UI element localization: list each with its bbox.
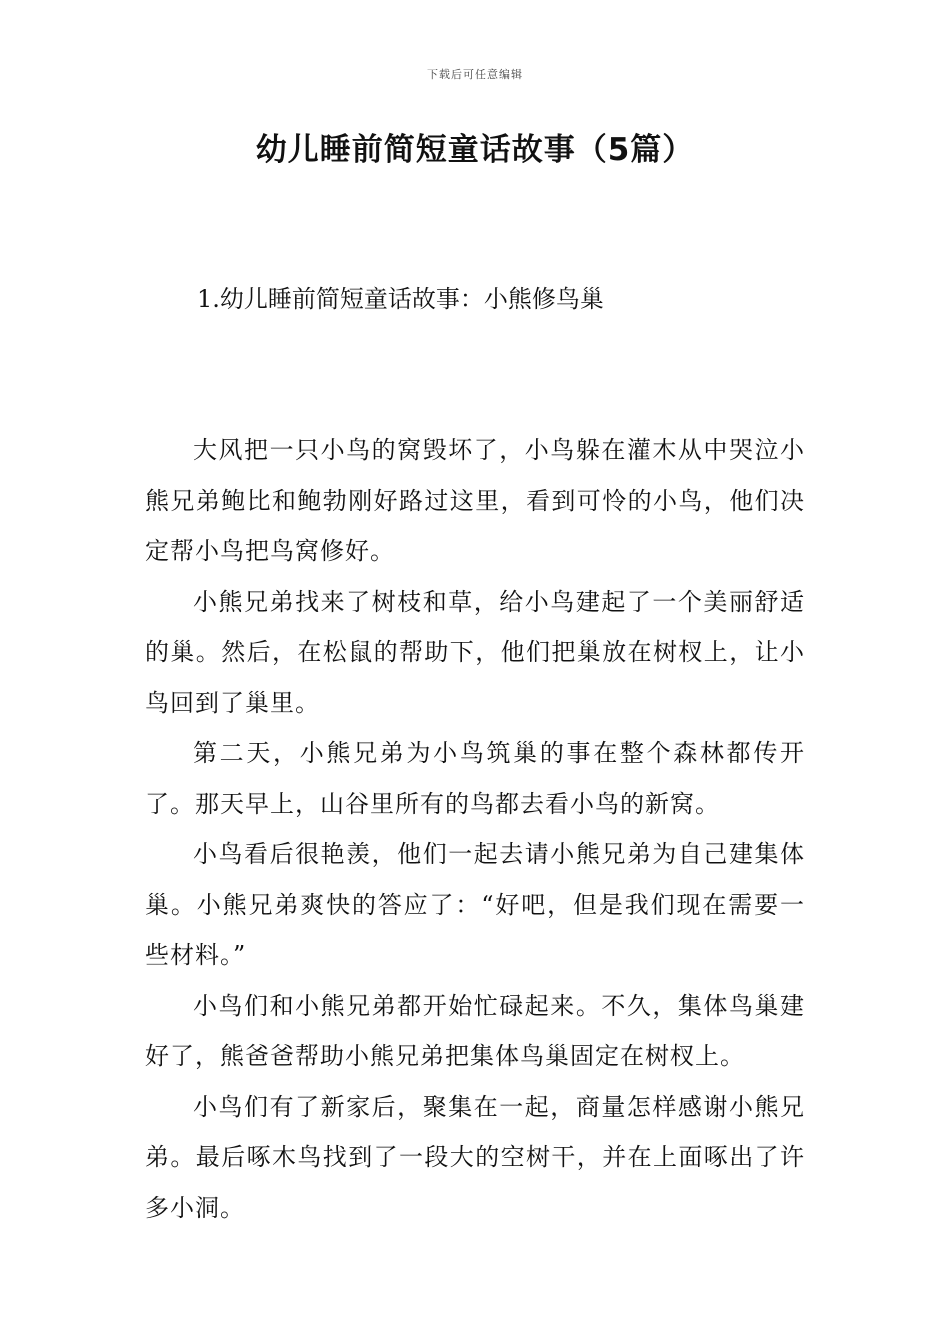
story-paragraph: 小熊兄弟找来了树枝和草，给小鸟建起了一个美丽舒适的巢。然后，在松鼠的帮助下，他们把巢放在树杈上，让小鸟回到了巢里。 xyxy=(145,587,805,717)
section-heading: 1.幼儿睡前简短童话故事：小熊修鸟巢 xyxy=(197,285,604,313)
story-body xyxy=(145,425,805,1233)
document-title: 幼儿睡前简短童话故事（5篇） xyxy=(255,132,695,168)
story-paragraph: 大风把一只小鸟的窝毁坏了，小鸟躲在灌木从中哭泣小熊兄弟鲍比和鲍勃刚好路过这里，看到可怜的小鸟，他们决定帮小鸟把鸟窝修好。 xyxy=(145,436,805,565)
story-paragraph: 第二天，小熊兄弟为小鸟筑巢的事在整个森林都传开了。那天早上，山谷里所有的鸟都去看小鸟的新窝。 xyxy=(145,739,805,818)
header-note: 下载后可任意编辑 xyxy=(427,68,523,81)
story-paragraph: 小鸟们有了新家后，聚集在一起，商量怎样感谢小熊兄弟。最后啄木鸟找到了一段大的空树干，并在上面啄出了许多小洞。 xyxy=(145,1092,805,1222)
story-paragraph: 小鸟们和小熊兄弟都开始忙碌起来。不久，集体鸟巢建好了，熊爸爸帮助小熊兄弟把集体鸟巢固定在树杈上。 xyxy=(145,991,805,1070)
story-paragraph: 小鸟看后很艳羡，他们一起去请小熊兄弟为自己建集体巢。小熊兄弟爽快的答应了：“好吧，但是我们现在需要一些材料。” xyxy=(145,840,805,969)
